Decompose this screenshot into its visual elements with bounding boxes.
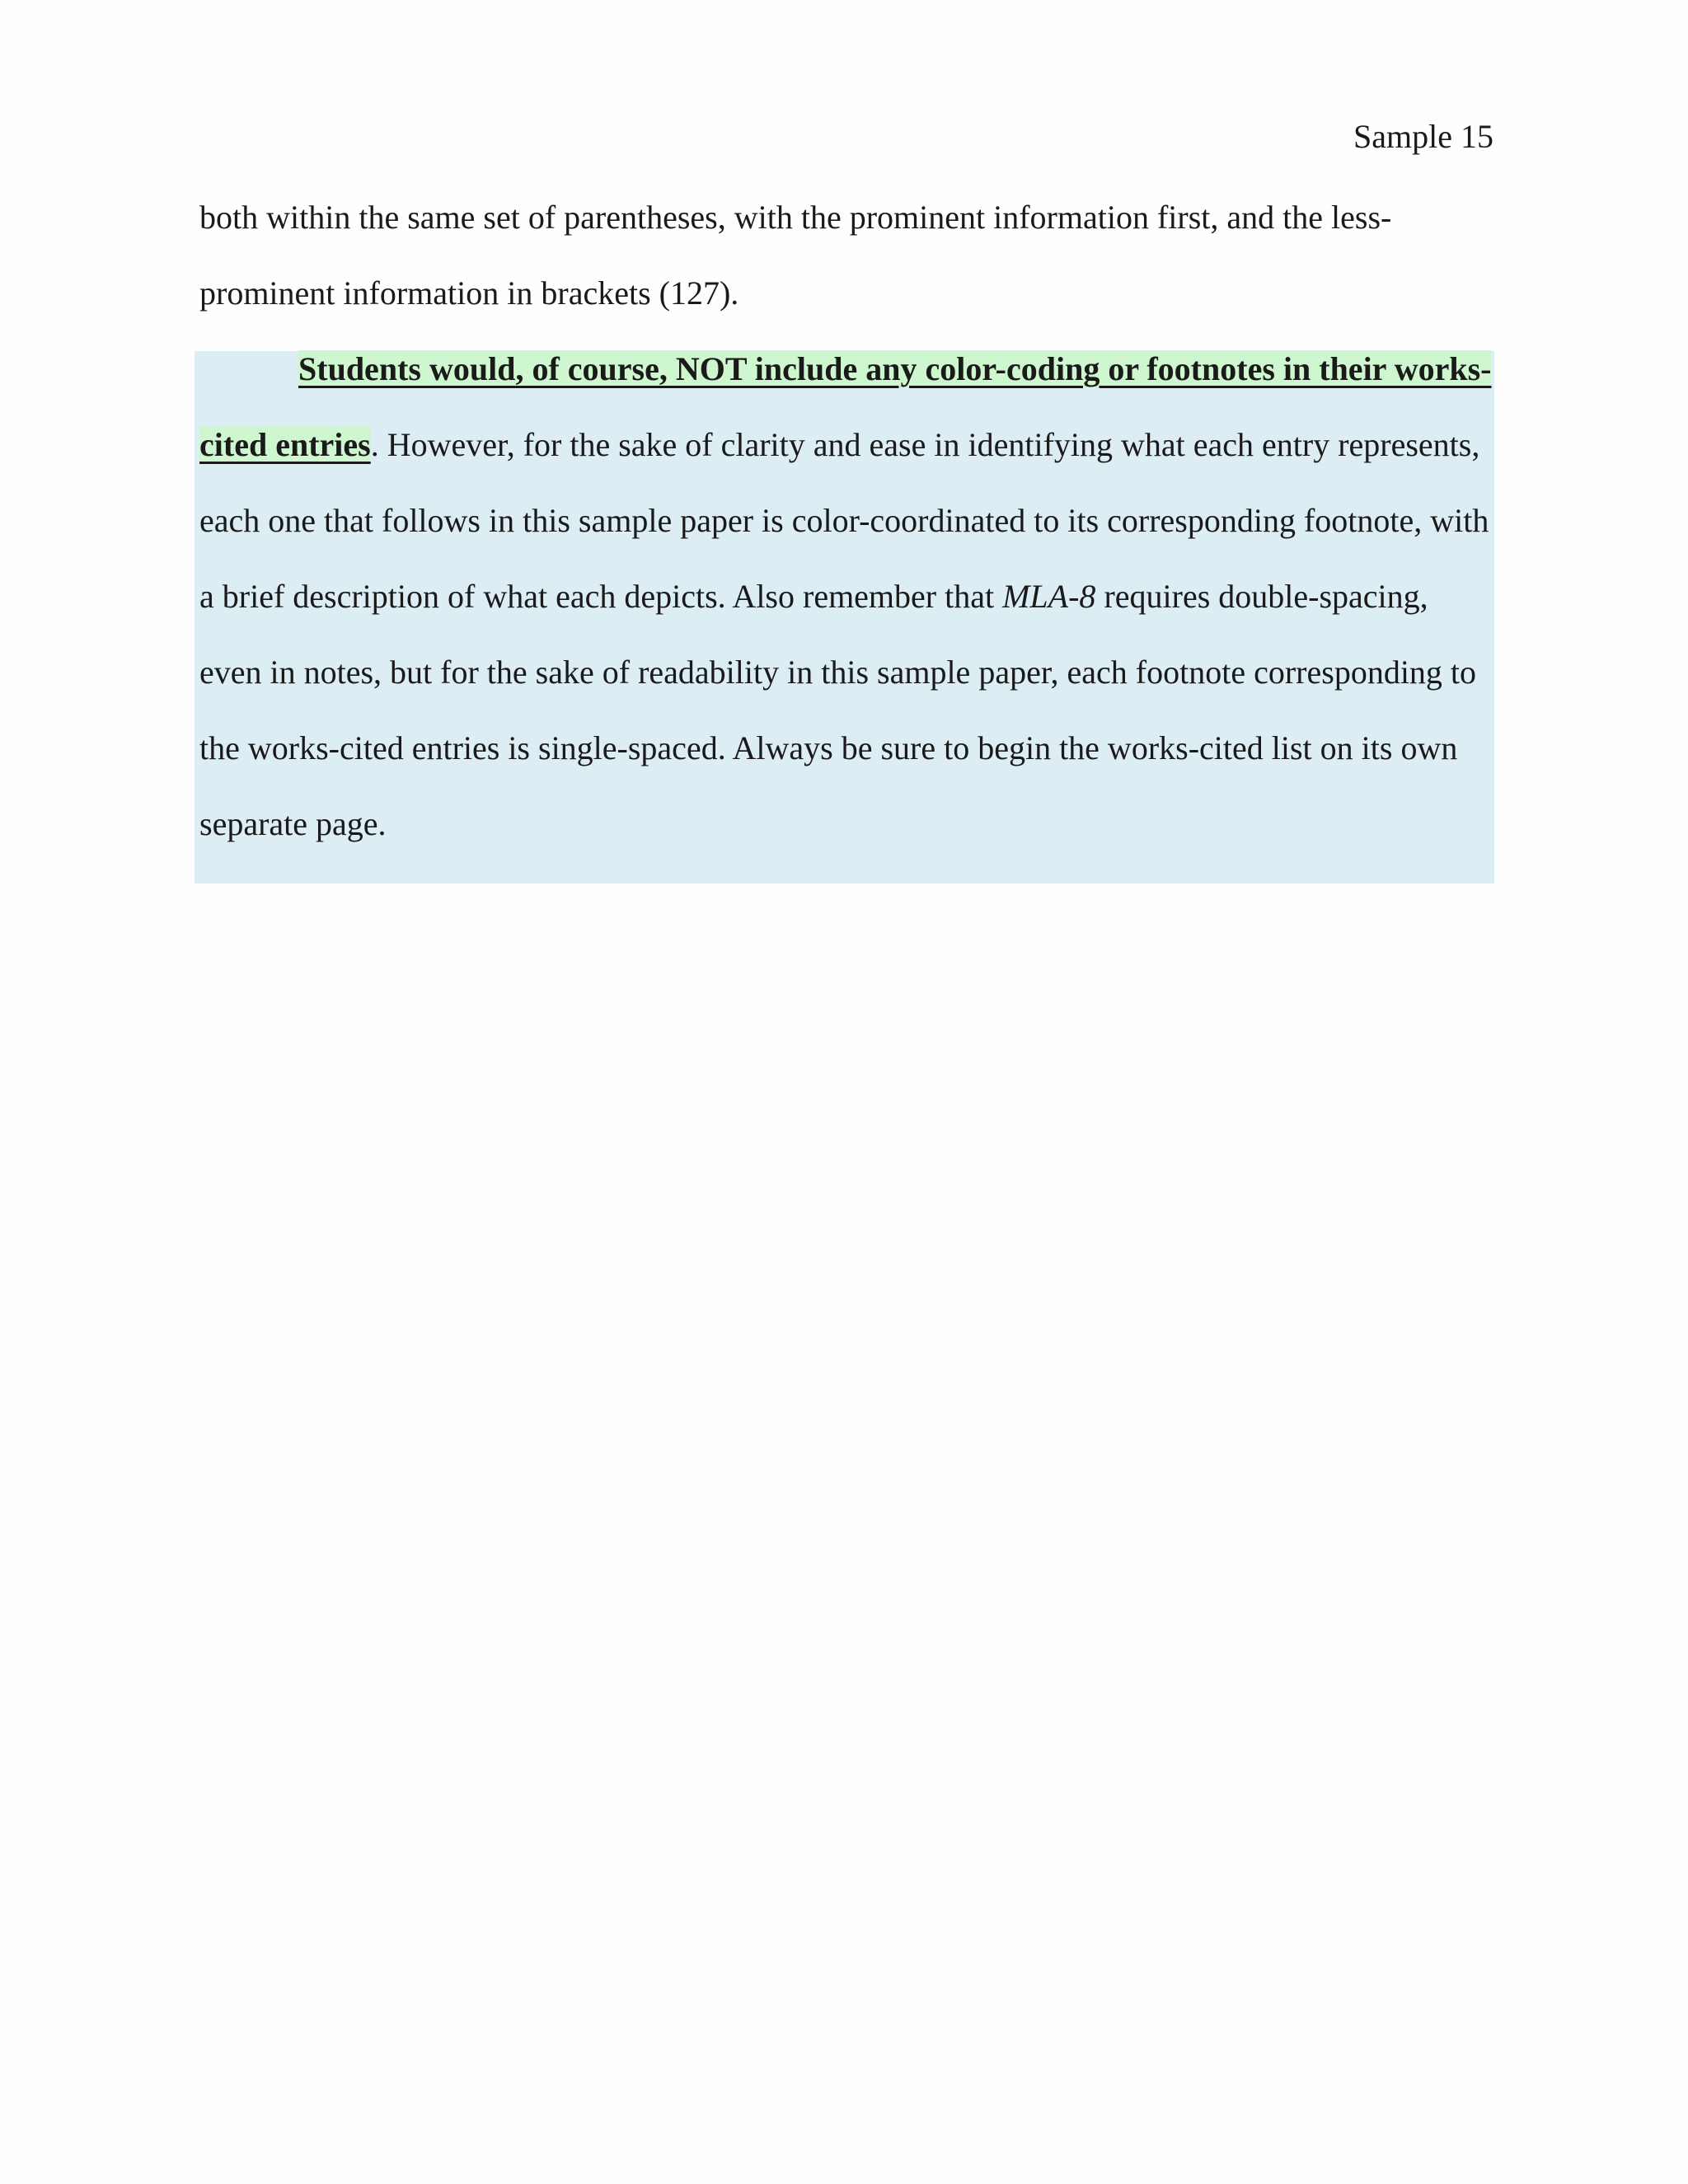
running-head: Sample 15 (1353, 118, 1493, 155)
instructional-note (199, 331, 1493, 862)
highlighted-warning: Students would, of course, NOT include any color-coding or footnotes in their works-cited entries (199, 350, 1492, 463)
note-italic-term: MLA-8 (1002, 578, 1096, 615)
note-text-before-italic: . However, for the sake of clarity and ease in identifying what each entry represents, each one that follows in this sample paper is color-coordinated to its corresponding footnote, with a brief description of what each depicts. Also remember that (199, 426, 1489, 615)
note-text-after-italic: requires double-spacing, even in notes, but for the sake of readability in this sample paper, each footnote corresponding to the works-cited entries is single-spaced. Always be sure to begin the works-cited list on its own separate page. (199, 578, 1477, 842)
body-paragraph: both within the same set of parentheses, with the prominent information first, and the less-prominent information in brackets (127). (199, 199, 1392, 312)
